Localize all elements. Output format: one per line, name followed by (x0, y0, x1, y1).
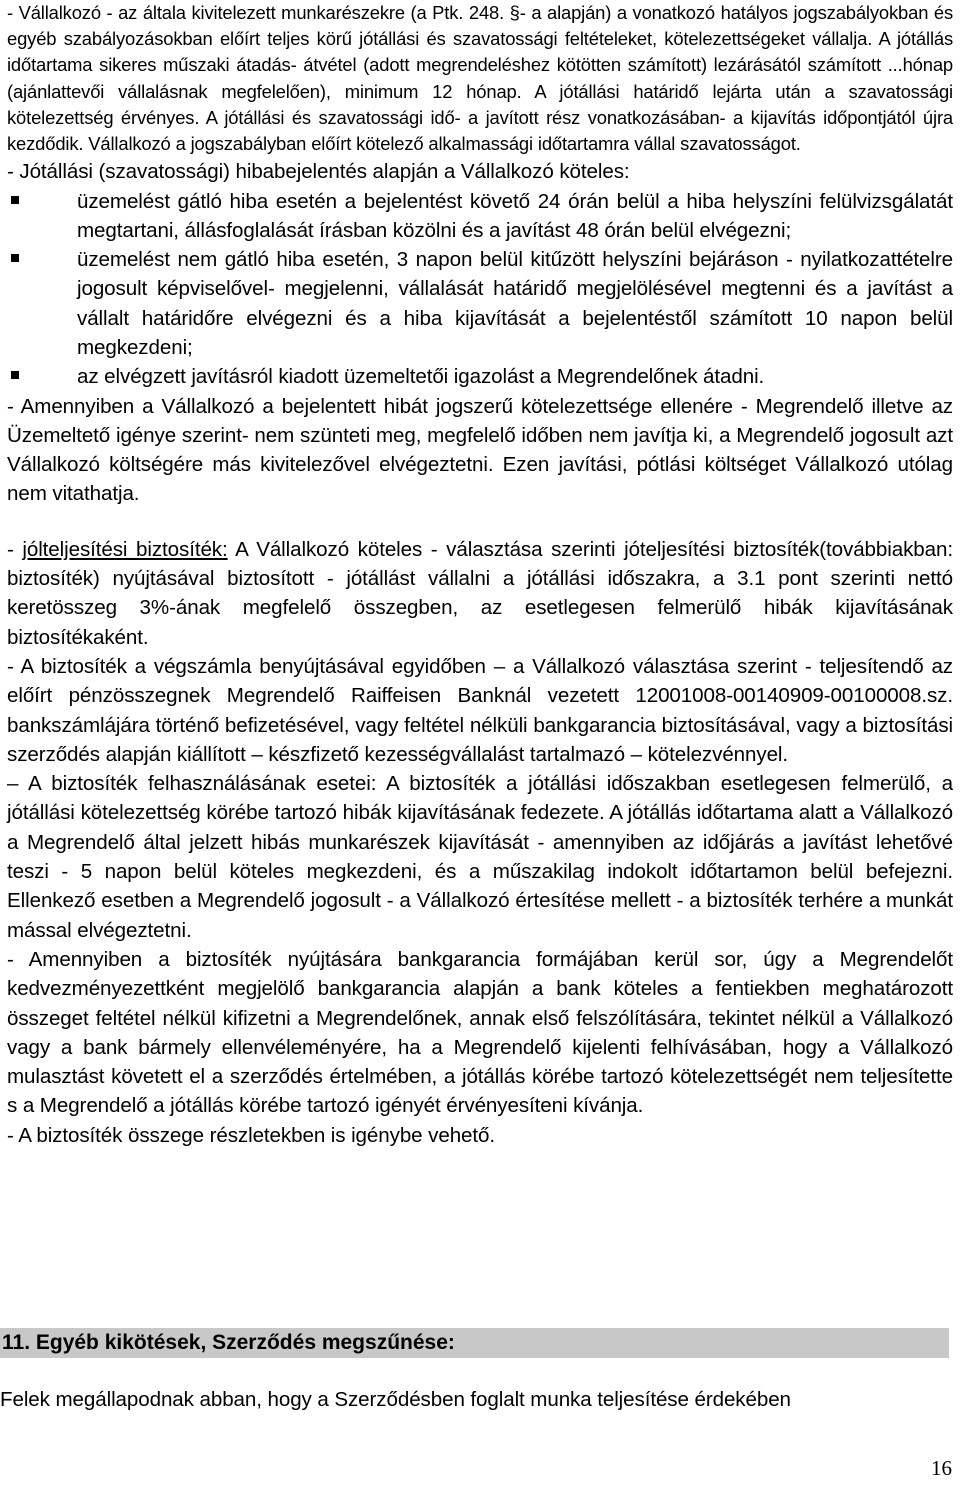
performance-bond-term: jólteljesítési biztosíték: (22, 537, 228, 561)
list-item: üzemelést nem gátló hiba esetén, 3 napon belül kitűzött helyszíni bejáráson - nyilatkozattételre jogosult képviselővel- megjelenni, vállalását határidő megjelölésével megtenni és a javítást a vállalt határidőre elvégezni és a hiba kijavítását a bejelentéstől számított 10 napon belül megkezdeni; (77, 245, 953, 362)
section-heading: 11. Egyéb kikötések, Szerződés megszűnése: (0, 1328, 949, 1358)
closing-paragraph: Felek megállapodnak abban, hogy a Szerződésben foglalt munka teljesítése érdekében (0, 1388, 791, 1411)
square-bullet-icon (11, 254, 19, 262)
square-bullet-icon (11, 196, 19, 204)
bond-payment-paragraph: - A biztosíték a végszámla benyújtásával egyidőben – a Vállalkozó választása szerint - teljesítendő az előírt pénzösszegnek Megrendelő Raiffeisen Banknál vezetett 12001008-00140909-00100008.sz. bankszámlájára történő befizetésével, vagy feltétel nélküli bankgarancia biztosításával, vagy a biztosítási szerződés alapján kiállított – készfizető kezességvállalást tartalmazó – kötelezvénnyel. (7, 654, 953, 766)
obligation-list (7, 187, 953, 392)
list-item: üzemelést gátló hiba esetén a bejelentést követő 24 órán belül a hiba helyszíni felülvizsgálatát megtartani, állásfoglalását írásban közölni és a javítást 48 órán belül elvégezni; (77, 187, 953, 246)
list-item: az elvégzett javításról kiadott üzemeltetői igazolást a Megrendelőnek átadni. (77, 362, 953, 391)
warranty-paragraph: - Vállalkozó - az általa kivitelezett munkarészekre (a Ptk. 248. §- a alapján) a vonatkozó hatályos jogszabályokban és egyéb szabályozásokban előírt teljes körű jótállási és szavatossági feltételeket, kötelezettségeket vállalja. A jótállás időtartama sikeres műszaki átadás- átvétel (adott megrendeléshez kötötten számított) lezárásától számított ...hónap (ajánlattevői vállalásnak megfelelően), minimum 12 hónap. A jótállási határidő lejárta után a szavatossági kötelezettség érvényes. A jótállási és szavatossági idő- a javított rész vonatkozásában- a kijavítás időpontjától újra kezdődik. Vállalkozó a jogszabályban előírt kötelező alkalmassági időtartamra vállal szavatosságot. (7, 2, 953, 155)
defect-report-intro: - Jótállási (szavatossági) hibabejelentés alapján a Vállalkozó köteles: (7, 160, 630, 184)
defect-report-section (7, 157, 953, 1150)
page-number: 16 (931, 1456, 952, 1480)
partial-use-paragraph: - A biztosíték összege részletekben is igénybe vehető. (7, 1123, 495, 1147)
document-body (7, 0, 953, 1150)
square-bullet-icon (11, 371, 19, 379)
performance-bond-paragraph: - jólteljesítési biztosíték: A Vállalkozó köteles - választása szerinti jóteljesítési biztosíték(továbbiakban: biztosíték) nyújtásával biztosított - jótállást vállalni a jótállási időszakra, a 3.1 pont szerinti nettó keretösszeg 3%-ának megfelelő összegben, az esetlegesen felmerülő hibák kijavításának biztosítékaként. (7, 537, 953, 649)
substitute-contractor-paragraph: - Amennyiben a Vállalkozó a bejelentett hibát jogszerű kötelezettsége ellenére - Megrendelő illetve az Üzemeltető igénye szerint- nem szünteti meg, megfelelő időben nem javítja ki, a Megrendelő jogosult azt Vállalkozó költségére más kivitelezővel elvégeztetni. Ezen javítási, pótlási költséget Vállalkozó utólag nem vitathatja. (7, 394, 953, 506)
bank-guarantee-paragraph: - Amennyiben a biztosíték nyújtására bankgarancia formájában kerül sor, úgy a Megrendelőt kedvezményezettként megjelölő bankgarancia alapján a bank köteles a fentiekben meghatározott összeget feltétel nélkül kifizetni a Megrendelőnek, annak első felszólítására, tekintet nélkül a Vállalkozó vagy a bank bármely ellenvéleményére, ha a Megrendelő kijelenti felhívásában, hogy a Vállalkozó mulasztást követett el a szerződés értelmében, a jótállás körébe tartozó kötelezettségét nem teljesítette s a Megrendelő a jótállás körébe tartozó igényét érvényesíteni kívánja. (7, 947, 953, 1118)
bond-usage-paragraph: – A biztosíték felhasználásának esetei: A biztosíték a jótállási időszakban esetlegesen felmerülő, a jótállási kötelezettség körébe tartozó hibák kijavításának fedezete. A jótállás időtartama alatt a Vállalkozó a Megrendelő által jelzett hibás munkarészek kijavítását - amennyiben az időjárás a javítást lehetővé teszi - 5 napon belül köteles megkezdeni, és a műszakilag indokolt időtartamon belül befejezni. Ellenkező esetben a Megrendelő jogosult - a Vállalkozó értesítése mellett - a biztosíték terhére a munkát mással elvégeztetni. (7, 772, 953, 942)
